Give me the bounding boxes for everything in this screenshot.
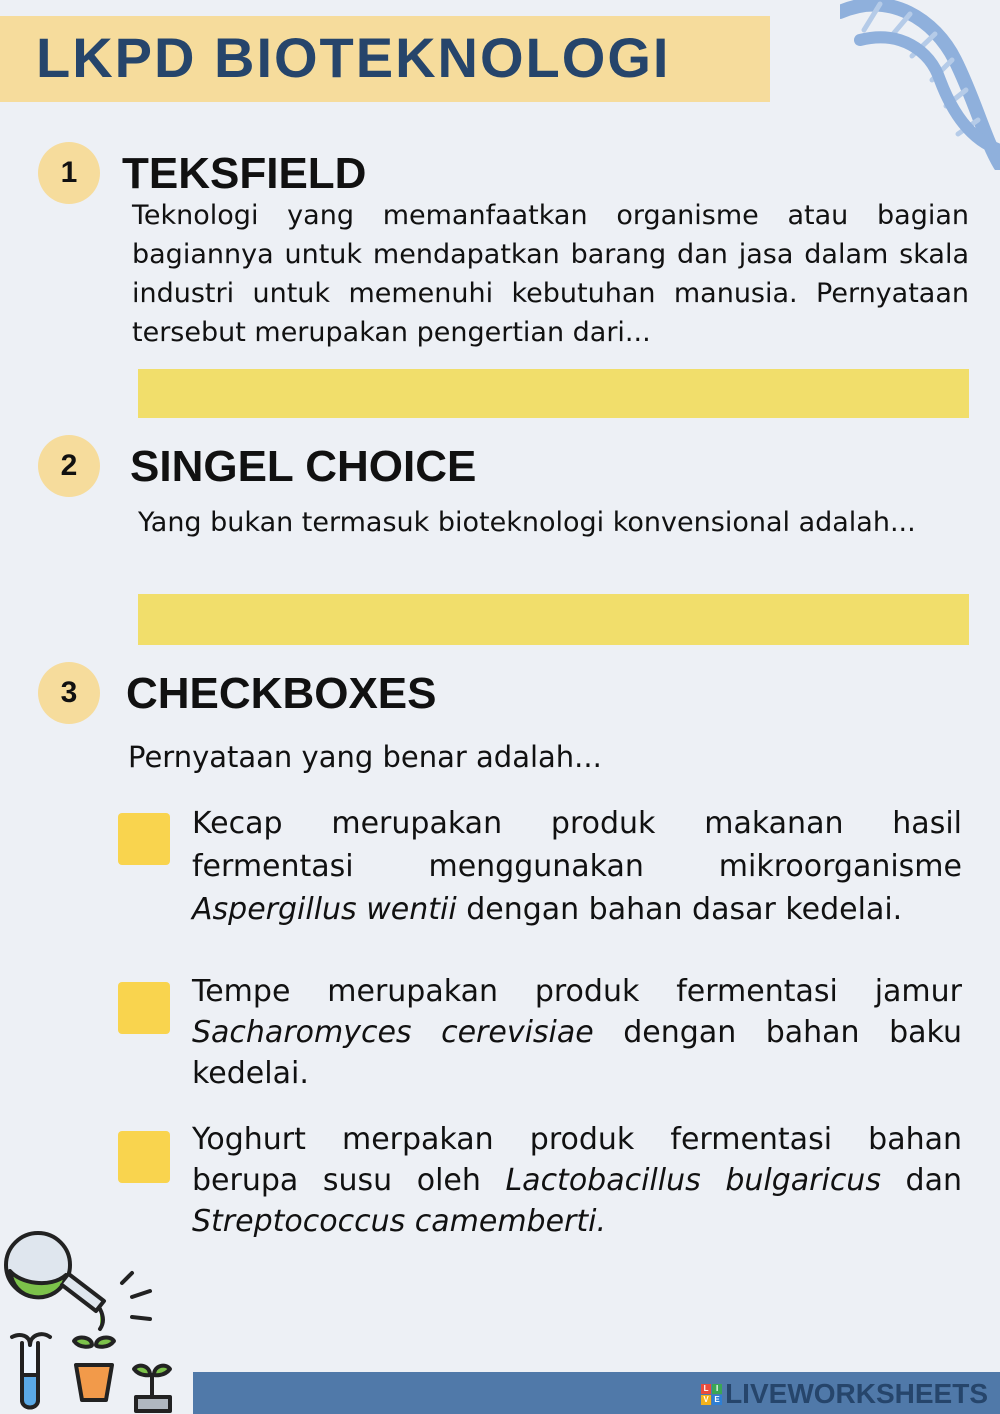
question-heading-2: SINGEL CHOICE: [130, 442, 477, 491]
question-heading-1: TEKSFIELD: [122, 149, 367, 198]
option-text-3: Yoghurt merpakan produk fermentasi bahan berupa susu oleh Lactobacillus bulgaricus dan Streptococcus camemberti.: [192, 1122, 962, 1239]
question-number-1: 1: [38, 142, 100, 204]
dna-helix-icon: [840, 0, 1000, 170]
page-title: LKPD BIOTEKNOLOGI: [36, 26, 671, 89]
question-number-2: 2: [38, 435, 100, 497]
question-heading-3: CHECKBOXES: [126, 669, 437, 718]
liveworksheets-brand[interactable]: [701, 1374, 988, 1414]
option-text-2: Tempe merupakan produk fermentasi jamur Sacharomyces cerevisiae dengan bahan baku kedelai.: [192, 974, 962, 1091]
question-text-2: Yang bukan termasuk bioteknologi konvensional adalah...: [138, 507, 916, 538]
option-checkbox-3[interactable]: [118, 1131, 170, 1183]
answer-textfield-1[interactable]: [138, 369, 969, 418]
option-text-1: Kecap merupakan produk makanan hasil fermentasi menggunakan mikroorganisme Aspergillus wentii dengan bahan dasar kedelai.: [192, 806, 962, 927]
answer-select-2[interactable]: [138, 594, 969, 645]
question-text-3: Pernyataan yang benar adalah...: [128, 740, 602, 774]
brand-text: LIVEWORKSHEETS: [725, 1378, 988, 1409]
question-number-3: 3: [38, 662, 100, 724]
option-checkbox-1[interactable]: [118, 813, 170, 865]
liveworksheets-logo-icon: L I V E: [701, 1384, 722, 1405]
question-text-1: Teknologi yang memanfaatkan organisme atau bagian bagiannya untuk mendapatkan barang dan jasa dalam skala industri untuk memenuhi kebutuhan manusia. Pernyataan tersebut merupakan pengertian dari...: [132, 200, 969, 348]
option-checkbox-2[interactable]: [118, 982, 170, 1034]
lab-flask-plants-icon: [0, 1225, 190, 1414]
